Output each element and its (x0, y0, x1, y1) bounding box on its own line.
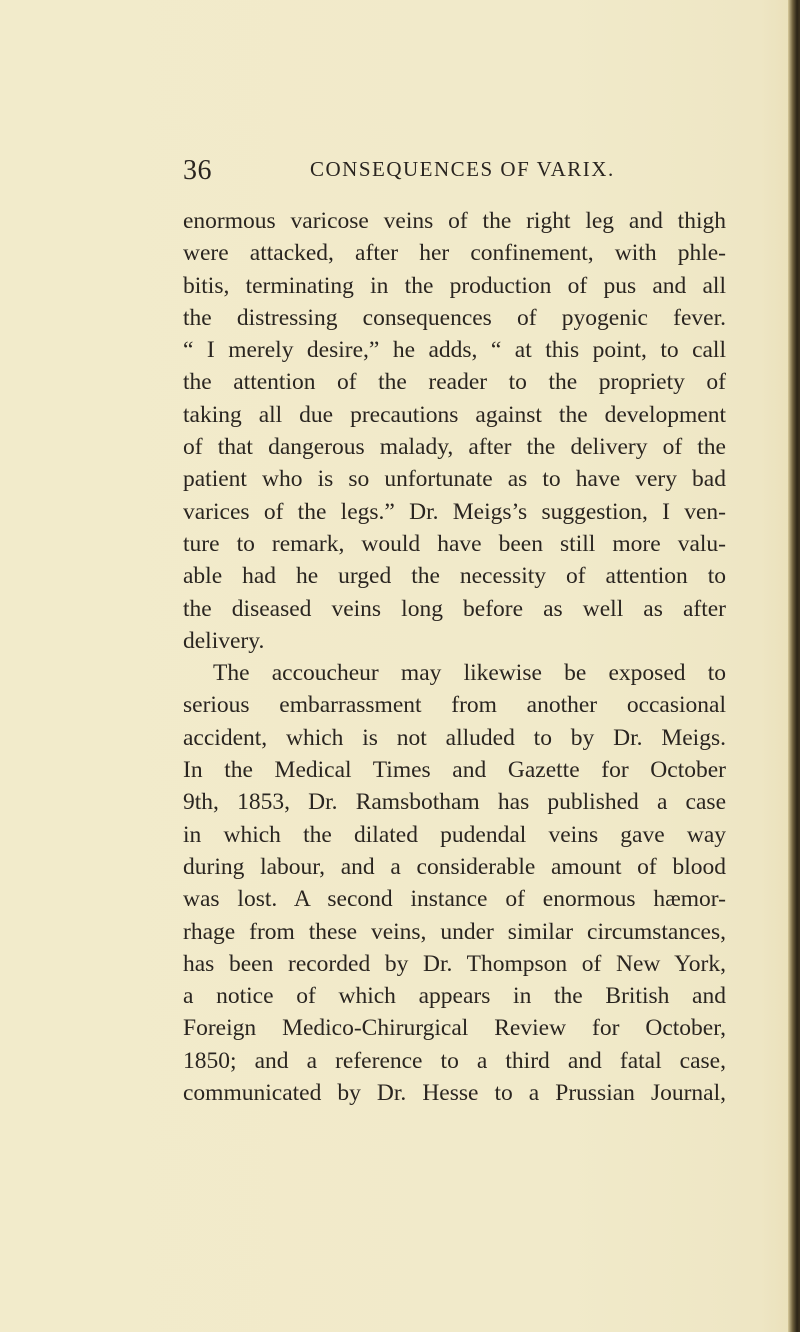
running-head: CONSEQUENCES OF VARIX. (310, 157, 615, 181)
text-line: rhage from these veins, under similar circumstances, (183, 918, 726, 945)
text-line: taking all due precautions against the development (183, 401, 726, 428)
text-line: the attention of the reader to the propriety of (183, 369, 726, 396)
text-line: The accoucheur may likewise be exposed to (213, 660, 726, 687)
page-edge-shadow (788, 0, 800, 1332)
text-line: 9th, 1853, Dr. Ramsbotham has published a case (183, 789, 726, 816)
page-number: 36 (183, 155, 212, 186)
text-line: 1850; and a reference to a third and fatal case, (183, 1047, 726, 1074)
text-line: communicated by Dr. Hesse to a Prussian Journal, (183, 1080, 726, 1107)
text-line: the diseased veins long before as well as after (183, 595, 726, 622)
text-line: enormous varicose veins of the right leg and thigh (183, 208, 726, 234)
text-line: during labour, and a considerable amount of blood (183, 853, 726, 880)
text-line: patient who is so unfortunate as to have very bad (183, 466, 726, 493)
text-line: ture to remark, would have been still more valu- (183, 530, 726, 557)
body-text (183, 205, 726, 1109)
page-header (183, 155, 743, 191)
text-line: varices of the legs.” Dr. Meigs’s suggestion, I ven- (183, 498, 726, 525)
text-line: In the Medical Times and Gazette for October (183, 757, 726, 784)
text-line: was lost. A second instance of enormous hæmor- (183, 886, 726, 913)
text-line: delivery. (183, 627, 265, 654)
text-line: of that dangerous malady, after the delivery of the (183, 434, 726, 461)
text-line: in which the dilated pudendal veins gave way (183, 821, 726, 848)
text-line: were attacked, after her confinement, with phle- (183, 240, 726, 267)
text-line: able had he urged the necessity of attention to (183, 563, 726, 590)
text-line: serious embarrassment from another occasional (183, 692, 726, 719)
text-line: Foreign Medico-Chirurgical Review for October, (183, 1015, 726, 1042)
text-line: a notice of which appears in the British and (183, 983, 726, 1010)
text-line: accident, which is not alluded to by Dr. Meigs. (183, 724, 726, 751)
text-line: bitis, terminating in the production of pus and all (183, 272, 726, 299)
text-line: has been recorded by Dr. Thompson of New York, (183, 950, 726, 977)
text-line: the distressing consequences of pyogenic fever. (183, 304, 726, 331)
text-line: “ I merely desire,” he adds, “ at this point, to call (183, 337, 726, 364)
